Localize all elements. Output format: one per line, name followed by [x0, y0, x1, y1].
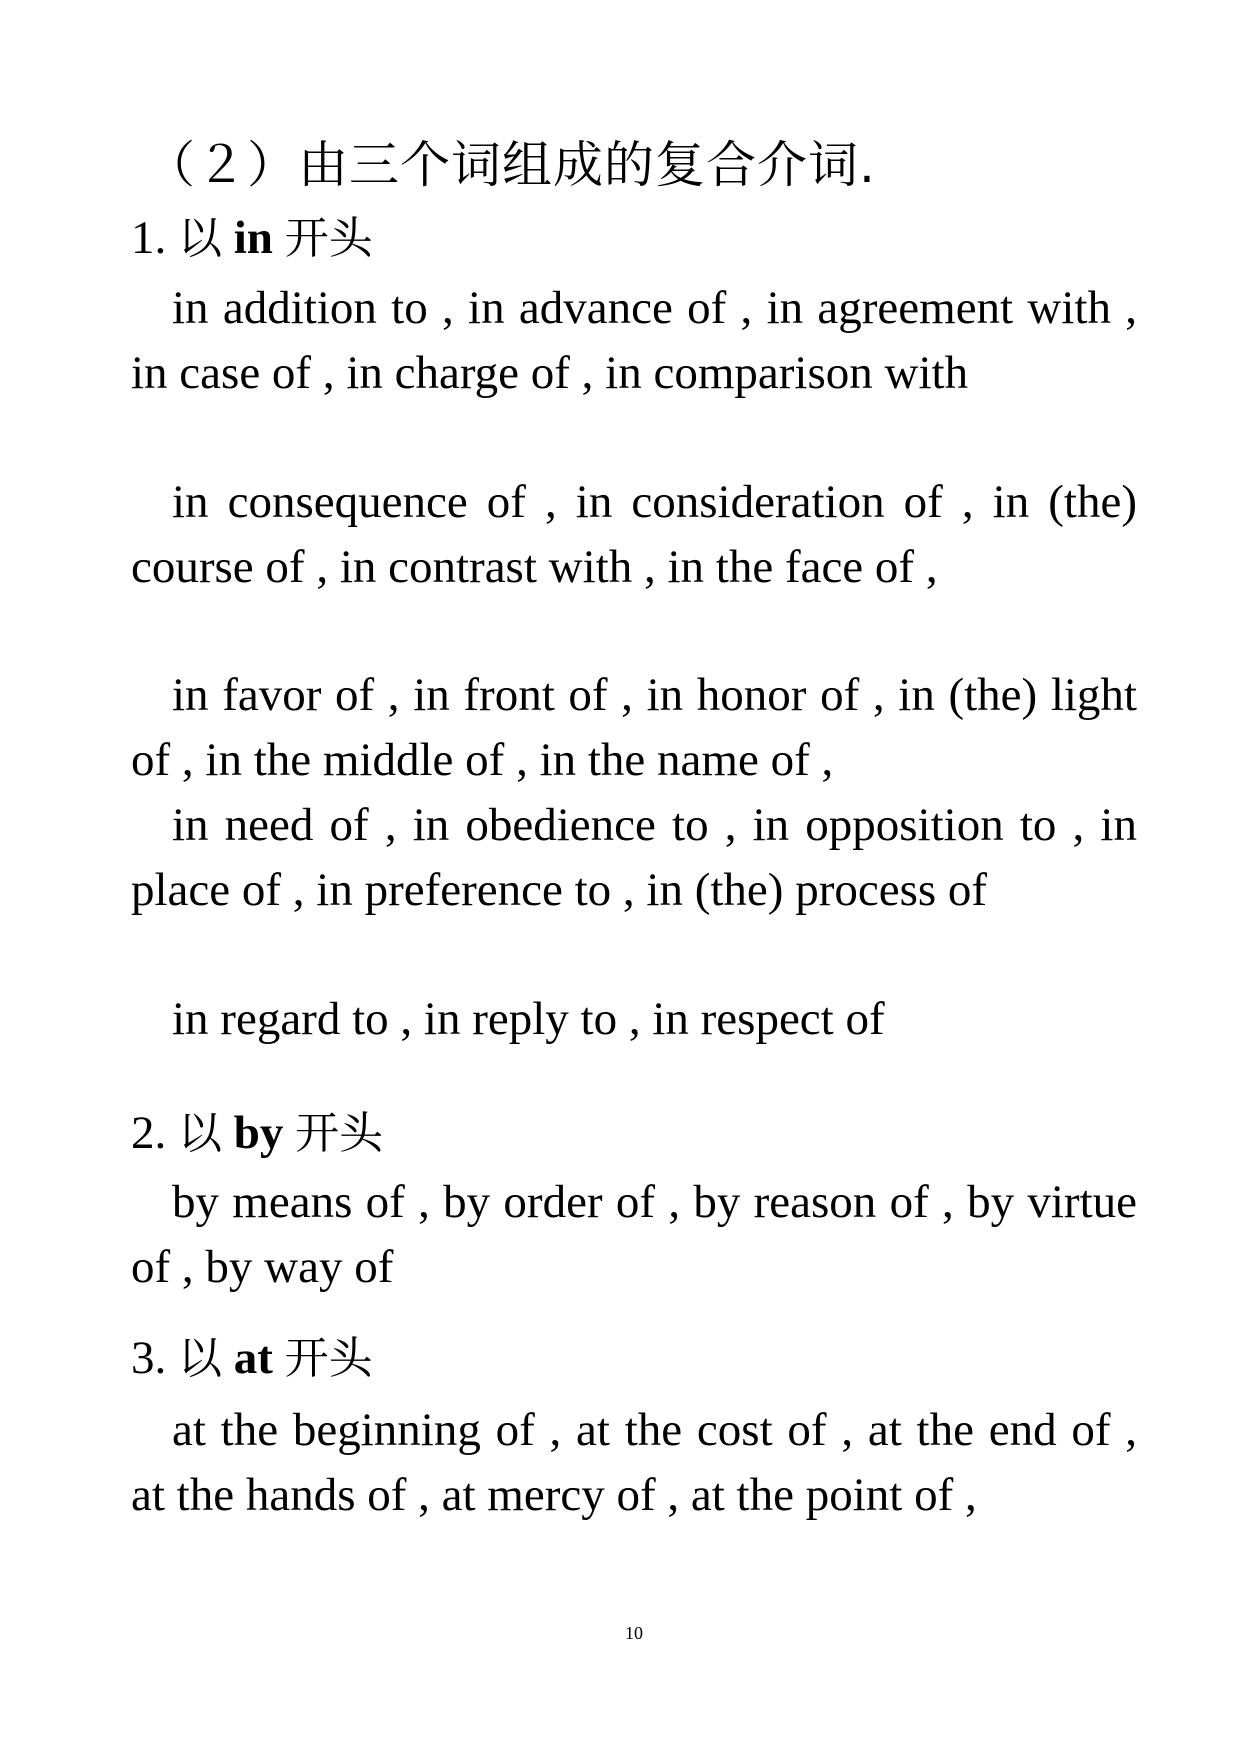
section-keyword: at — [233, 1332, 273, 1384]
section-keyword: by — [233, 1107, 284, 1159]
phrase-paragraph: at the beginning of , at the cost of , at the end of , at the hands of , at mercy of , at the point of , — [131, 1404, 1137, 1521]
section-number: 3. — [131, 1332, 167, 1384]
phrase-paragraph: in favor of , in front of , in honor of , in (the) light of , in the middle of , in the name of , — [131, 669, 1137, 786]
page-number: 10 — [625, 1623, 643, 1643]
phrase-paragraph: by means of , by order of , by reason of , by virtue of , by way of — [131, 1176, 1137, 1293]
section-suffix: 开头 — [295, 1108, 384, 1159]
section-suffix: 开头 — [284, 213, 373, 264]
section-title-by — [131, 1103, 383, 1164]
document-page — [131, 0, 1137, 1754]
section-suffix: 开头 — [284, 1333, 373, 1384]
section-title-in — [131, 208, 373, 269]
section-number: 2. — [131, 1107, 167, 1159]
phrase-paragraph: in consequence of , in consideration of , in (the) course of , in contrast with , in the face of , — [131, 476, 1137, 593]
section-number: 1. — [131, 212, 167, 264]
section-prefix: 以 — [178, 213, 222, 264]
phrase-paragraph: in need of , in obedience to , in opposition to , in place of , in preference to , in (the) process of — [131, 799, 1137, 916]
section-title-at — [131, 1328, 373, 1389]
section-prefix: 以 — [178, 1108, 222, 1159]
phrase-paragraph: in addition to , in advance of , in agreement with , in case of , in charge of , in comparison with — [131, 282, 1137, 399]
section-heading: （２）由三个词组成的复合介词. — [145, 136, 876, 194]
section-prefix: 以 — [178, 1333, 222, 1384]
section-keyword: in — [233, 212, 273, 264]
phrase-paragraph: in regard to , in reply to , in respect of — [172, 993, 885, 1045]
